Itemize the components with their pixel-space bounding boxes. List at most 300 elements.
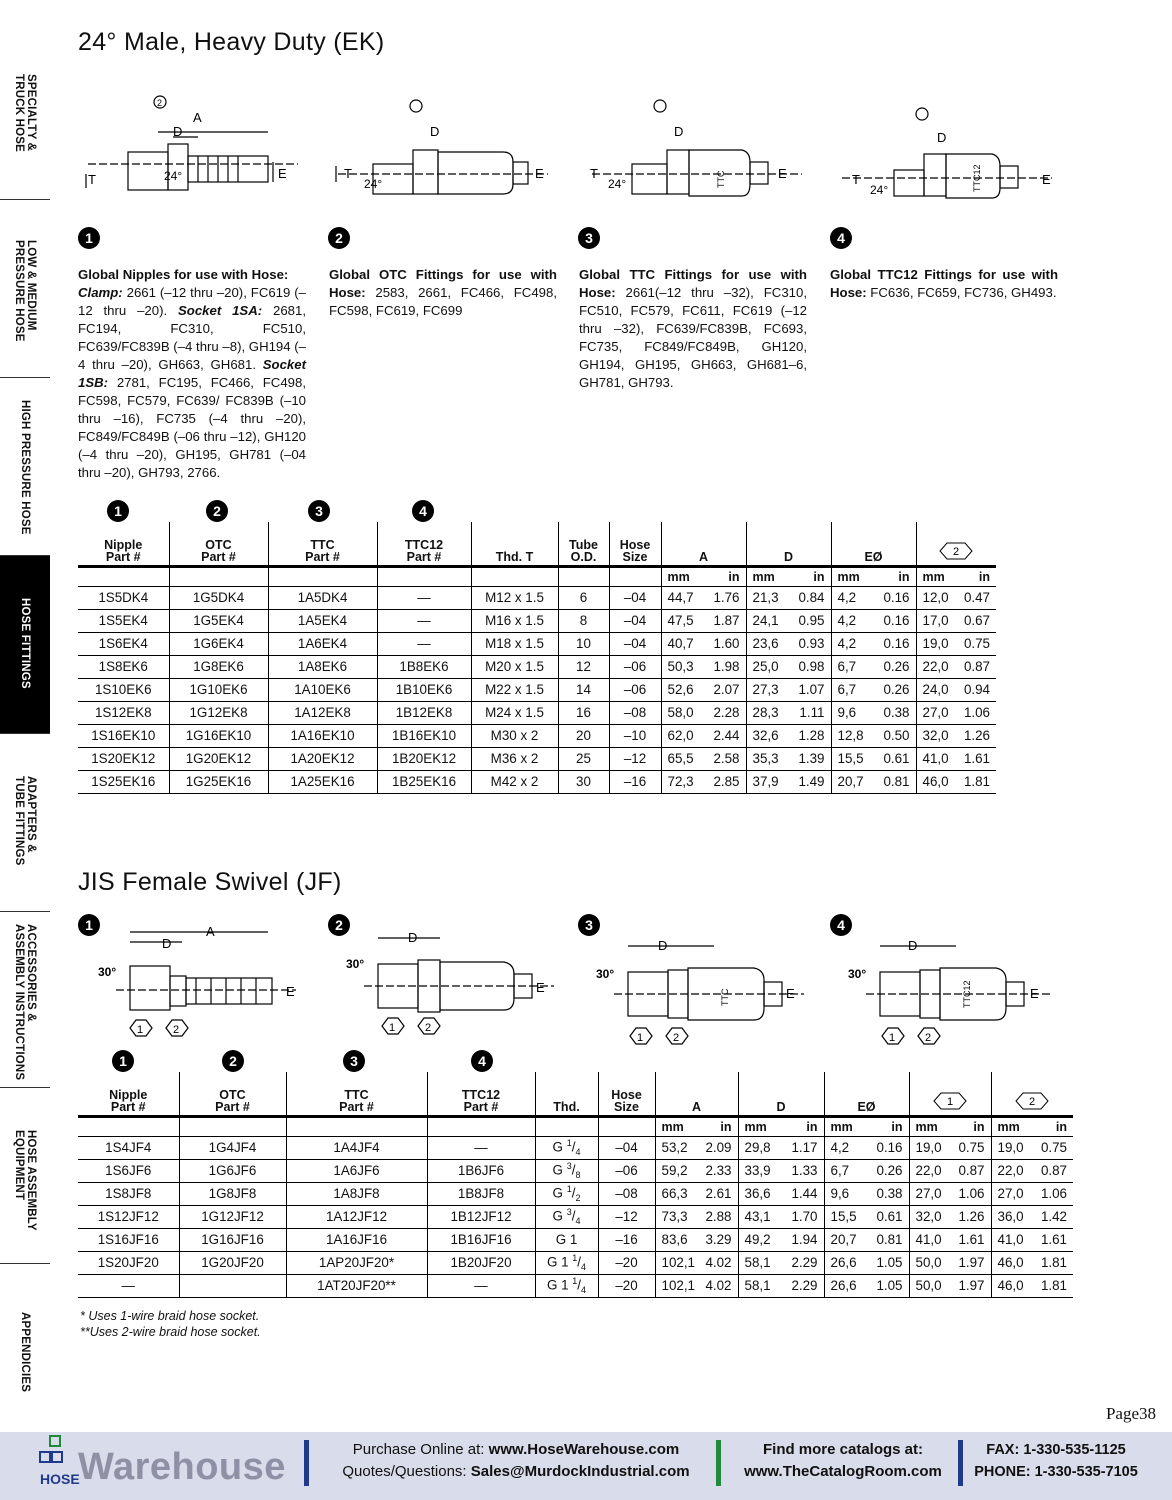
table-cell: 1B8EK6	[377, 655, 471, 678]
table-cell: M24 x 1.5	[471, 701, 558, 724]
table-cell: 1A16EK10	[268, 724, 377, 747]
logo-squares-icon	[38, 1434, 78, 1470]
table-cell: 1A8JF8	[286, 1182, 427, 1205]
table-cell: 12	[558, 655, 609, 678]
ek-desc-number-1: 1	[78, 227, 100, 249]
table-cell: –16	[598, 1228, 655, 1251]
table-cell: 27,0 1.06	[991, 1182, 1073, 1205]
ek-desc-ttc12	[830, 266, 1058, 302]
table-cell: 12,0 0.47	[916, 586, 996, 609]
table-cell: 10	[558, 632, 609, 655]
table-cell: –04	[598, 1136, 655, 1159]
table-cell: 27,3 1.07	[746, 678, 831, 701]
table-cell: M42 x 2	[471, 770, 558, 793]
sidebar-tab-hose-fittings[interactable]	[0, 556, 50, 734]
table-cell: 12,8 0.50	[831, 724, 916, 747]
ek-ttc-label: TTC	[716, 170, 726, 188]
jf-angle-label: 30°	[346, 957, 365, 971]
sidebar-tab-appendicies[interactable]	[0, 1264, 50, 1404]
table-cell: 1S12JF12	[78, 1205, 179, 1228]
desc-head: Global Nipples for use with Hose:	[78, 267, 289, 282]
table-cell: 1S6JF6	[78, 1159, 179, 1182]
table-cell: M18 x 1.5	[471, 632, 558, 655]
table-row	[78, 1159, 1073, 1182]
ek-angle-label: 24°	[164, 169, 183, 183]
table-cell: 59,2 2.33	[655, 1159, 738, 1182]
col-header: EØ	[824, 1072, 909, 1116]
sidebar-tab-label: APPENDICIES	[19, 1312, 31, 1393]
table-cell: 20,7 0.81	[831, 770, 916, 793]
table-cell: 1AT20JF20**	[286, 1274, 427, 1297]
col-header: TTC Part #	[286, 1072, 427, 1116]
ek-angle-label: 24°	[608, 177, 627, 191]
table-cell: 1G5EK4	[169, 609, 268, 632]
desc-socket-1sa: Socket 1SA:	[178, 303, 263, 318]
table-cell: G 1 $^1/_4$	[535, 1274, 598, 1297]
table-row	[78, 701, 996, 724]
jf-circ2-label: 2	[673, 1032, 680, 1044]
table-cell: 1B6JF6	[427, 1159, 535, 1182]
table-cell: 1G20EK12	[169, 747, 268, 770]
table-cell: M36 x 2	[471, 747, 558, 770]
desc-text: 2781, FC195, FC466, FC498, FC598, FC579, FC639/ FC839B (–10 thru –16), FC735 (–4 thru –20), FC849/FC849B (–06 thru –12), GH120 (–4 thru –20), GH195, GH781 (–04 thru –20), GH793, 2766.	[78, 375, 306, 480]
table-cell: 1B16JF16	[427, 1228, 535, 1251]
table-cell: 26,6 1.05	[824, 1274, 909, 1297]
fax-number: FAX: 1-330-535-1125	[986, 1442, 1126, 1458]
table-cell: 44,7 1.76	[661, 586, 746, 609]
table-cell: 1A4JF4	[286, 1136, 427, 1159]
desc-clamp: Clamp:	[78, 285, 123, 300]
jf-circ2-label: 2	[425, 1022, 432, 1034]
table-cell: 4,2 0.16	[831, 609, 916, 632]
table-row	[78, 1228, 1073, 1251]
table-cell: 58,0 2.28	[661, 701, 746, 724]
table-cell: 49,2 1.94	[738, 1228, 824, 1251]
hex-2-icon	[936, 541, 976, 561]
table-cell: 1G10EK6	[169, 678, 268, 701]
table-cell: –06	[598, 1159, 655, 1182]
sidebar-tab-low-medium[interactable]	[0, 200, 50, 378]
ek-col-number-2: 2	[206, 500, 228, 522]
col-header: A	[655, 1072, 738, 1116]
logo-small: HOSE	[40, 1471, 80, 1487]
table-cell: 1S8JF8	[78, 1182, 179, 1205]
ek-angle-label: 24°	[364, 177, 383, 191]
table-cell: 73,3 2.88	[655, 1205, 738, 1228]
table-cell: 6	[558, 586, 609, 609]
table-cell: –16	[609, 770, 661, 793]
table-cell: 66,3 2.61	[655, 1182, 738, 1205]
table-cell: 102,1 4.02	[655, 1274, 738, 1297]
sidebar-tab-label: LOW & MEDIUM PRESSURE HOSE	[13, 240, 37, 342]
jf-circ1-label: 1	[637, 1032, 644, 1044]
table-cell: 1G5DK4	[169, 586, 268, 609]
jf-e-label: E	[536, 980, 545, 995]
table-cell: 4,2 0.16	[831, 586, 916, 609]
table-cell: –04	[609, 586, 661, 609]
sidebar-tab-label: SPECIALTY & TRUCK HOSE	[13, 74, 37, 153]
col-header-hex	[991, 1072, 1073, 1116]
table-cell: 20	[558, 724, 609, 747]
table-row	[78, 586, 996, 609]
purchase-link[interactable]: www.HoseWarehouse.com	[488, 1441, 680, 1458]
table-cell: G 1	[535, 1228, 598, 1251]
table-cell: 6,7 0.26	[824, 1159, 909, 1182]
table-cell: 1S10EK6	[78, 678, 169, 701]
ek-col-number-1: 1	[107, 500, 129, 522]
table-cell: 50,0 1.97	[909, 1251, 991, 1274]
jf-circ1-label: 1	[889, 1032, 896, 1044]
table-cell: 102,1 4.02	[655, 1251, 738, 1274]
ek-desc-number-2: 2	[328, 227, 350, 249]
table-cell: 1G4JF4	[179, 1136, 286, 1159]
catalogs-link[interactable]: www.TheCatalogRoom.com	[744, 1463, 942, 1480]
table-cell: –08	[609, 701, 661, 724]
ek-t-label: T	[88, 172, 96, 187]
sidebar-tab-adapters[interactable]	[0, 734, 50, 912]
table-row	[78, 1136, 1073, 1159]
jf-a-label: A	[206, 924, 215, 939]
ek-ttc12-diagram	[832, 92, 1062, 212]
table-cell: 65,5 2.58	[661, 747, 746, 770]
divider-green	[716, 1440, 721, 1486]
logo-word: Warehouse	[78, 1446, 286, 1488]
table-cell: 1S20JF20	[78, 1251, 179, 1274]
table-cell: 36,0 1.42	[991, 1205, 1073, 1228]
table-cell: 25	[558, 747, 609, 770]
table-cell: 35,3 1.39	[746, 747, 831, 770]
table-cell: 1S25EK16	[78, 770, 169, 793]
col-header: OTC Part #	[179, 1072, 286, 1116]
jf-angle-label: 30°	[98, 965, 117, 979]
table-cell: 28,3 1.11	[746, 701, 831, 724]
ek-desc-number-4: 4	[830, 227, 852, 249]
col-header: Tube O.D.	[558, 522, 609, 566]
divider-blue-2	[958, 1440, 963, 1486]
jf-circ1-label: 1	[137, 1024, 144, 1036]
col-header: Nipple Part #	[104, 537, 143, 564]
jf-col-number-1: 1	[112, 1050, 134, 1072]
table-cell: —	[427, 1136, 535, 1159]
ek-otc-diagram	[328, 92, 558, 212]
table-cell: 16	[558, 701, 609, 724]
table-cell: 72,3 2.85	[661, 770, 746, 793]
ek-e-label: E	[278, 166, 287, 181]
table-cell: 19,0 0.75	[991, 1136, 1073, 1159]
col-header: TTC12 Part #	[427, 1072, 535, 1116]
jf-otc-diagram	[344, 926, 564, 1046]
table-cell: 1B20EK12	[377, 747, 471, 770]
ek-ttc12-label: TTC12	[972, 164, 982, 192]
table-cell: 1S5EK4	[78, 609, 169, 632]
table-cell: 15,5 0.61	[831, 747, 916, 770]
table-cell: 1A16JF16	[286, 1228, 427, 1251]
table-cell: 1B25EK16	[377, 770, 471, 793]
sidebar-tab-specialty[interactable]	[0, 60, 50, 200]
table-cell: –04	[609, 609, 661, 632]
table-cell: 17,0 0.67	[916, 609, 996, 632]
table-cell: M22 x 1.5	[471, 678, 558, 701]
table-cell: 1A5EK4	[268, 609, 377, 632]
table-cell: M16 x 1.5	[471, 609, 558, 632]
table-cell: 1B16EK10	[377, 724, 471, 747]
table-row	[78, 1251, 1073, 1274]
table-cell: 1S12EK8	[78, 701, 169, 724]
ek-desc-number-3: 3	[578, 227, 600, 249]
table-cell: 41,0 1.61	[909, 1228, 991, 1251]
section-title-jf: JIS Female Swivel (JF)	[78, 868, 342, 896]
jf-col-number-2: 2	[222, 1050, 244, 1072]
table-cell: 4,2 0.16	[824, 1136, 909, 1159]
ek-a-label: A	[193, 110, 202, 125]
table-cell: 9,6 0.38	[831, 701, 916, 724]
footnote-2: **Uses 2-wire braid hose socket.	[80, 1325, 261, 1339]
jf-ttc-label: TTC	[720, 988, 730, 1006]
table-cell: 1G8EK6	[169, 655, 268, 678]
jf-diagram-number-4: 4	[830, 914, 852, 936]
table-cell: 4,2 0.16	[831, 632, 916, 655]
table-cell: –06	[609, 655, 661, 678]
col-header: TTC Part #	[268, 522, 377, 566]
table-cell: 53,2 2.09	[655, 1136, 738, 1159]
jf-circ2-label: 2	[173, 1024, 180, 1036]
table-cell: 6,7 0.26	[831, 655, 916, 678]
table-cell: 46,0 1.81	[916, 770, 996, 793]
table-cell: 41,0 1.61	[991, 1228, 1073, 1251]
col-header: Thd. T	[471, 522, 558, 566]
table-cell: 43,1 1.70	[738, 1205, 824, 1228]
table-cell: 1A5DK4	[268, 586, 377, 609]
page-number: Page38	[1105, 1404, 1156, 1423]
col-header-hex	[909, 1072, 991, 1116]
table-cell: –12	[598, 1205, 655, 1228]
ek-e-label: E	[778, 166, 787, 181]
jf-d-label: D	[408, 930, 418, 945]
col-header: Hose Size	[609, 522, 661, 566]
table-cell: 20,7 0.81	[824, 1228, 909, 1251]
table-cell: 15,5 0.61	[824, 1205, 909, 1228]
table-cell: 50,3 1.98	[661, 655, 746, 678]
table-cell: —	[427, 1274, 535, 1297]
table-cell: 22,0 0.87	[909, 1159, 991, 1182]
table-cell: 9,6 0.38	[824, 1182, 909, 1205]
ek-d-label: D	[430, 124, 440, 139]
table-row	[78, 724, 996, 747]
ek-angle-label: 24°	[870, 183, 889, 197]
table-cell: 1A25EK16	[268, 770, 377, 793]
table-cell: 1G6JF6	[179, 1159, 286, 1182]
table-cell: 1S5DK4	[78, 586, 169, 609]
table-cell: 1A6EK4	[268, 632, 377, 655]
table-cell: 1A12EK8	[268, 701, 377, 724]
quotes-email-link[interactable]: Sales@MurdockIndustrial.com	[470, 1463, 690, 1480]
hose-warehouse-logo[interactable]	[38, 1434, 286, 1488]
table-cell: 40,7 1.60	[661, 632, 746, 655]
table-row	[78, 1274, 1073, 1297]
table-cell: 1S16JF16	[78, 1228, 179, 1251]
jf-col-number-4: 4	[471, 1050, 493, 1072]
desc-text: 2661 (–12 thru –20), FC619 (–12 thru –20).	[78, 285, 306, 318]
table-cell: 37,9 1.49	[746, 770, 831, 793]
table-cell: –10	[609, 724, 661, 747]
table-cell: –08	[598, 1182, 655, 1205]
sidebar-tab-assembly-equipment[interactable]	[0, 1088, 50, 1264]
jf-ttc12-label: TTC12	[962, 980, 972, 1008]
table-cell: 23,6 0.93	[746, 632, 831, 655]
jf-ttc-diagram	[594, 934, 814, 1050]
desc-text: 2661(–12 thru –32), FC310, FC510, FC579, FC611, FC619 (–12 thru –32), FC639/FC839B, FC693, FC735, FC849/FC849B, GH120, GH194, GH195, GH663, GH681–6, GH781, GH793.	[579, 285, 807, 390]
col-header: A	[661, 522, 746, 566]
table-cell: 1B8JF8	[427, 1182, 535, 1205]
ek-circ-label: 2	[157, 98, 163, 108]
hex-2-icon	[1012, 1091, 1052, 1111]
table-row	[78, 632, 996, 655]
hex-1-icon	[930, 1091, 970, 1111]
col-header: OTC Part #	[169, 522, 268, 566]
table-row	[78, 1205, 1073, 1228]
ek-nipple-diagram	[78, 92, 308, 212]
table-cell: 30	[558, 770, 609, 793]
desc-text: FC636, FC659, FC736, GH493.	[866, 285, 1057, 300]
sidebar-tab-label: ACCESSORIES & ASSEMBLY INSTRUCTIONS	[13, 924, 37, 1081]
ek-ttc-diagram	[582, 92, 812, 212]
table-cell: 1G16JF16	[179, 1228, 286, 1251]
sidebar-tab-label: HIGH PRESSURE HOSE	[19, 400, 31, 535]
table-cell: 1G8JF8	[179, 1182, 286, 1205]
sidebar-tab-accessories[interactable]	[0, 912, 50, 1088]
table-cell: –04	[609, 632, 661, 655]
ek-col-number-4: 4	[412, 500, 434, 522]
jf-circ2-label: 2	[925, 1032, 932, 1044]
table-cell: 1A8EK6	[268, 655, 377, 678]
sidebar-tab-label: ADAPTERS & TUBE FITTINGS	[13, 776, 37, 866]
jf-circ1-label: 1	[389, 1022, 396, 1034]
jf-angle-label: 30°	[848, 967, 867, 981]
table-cell: 33,9 1.33	[738, 1159, 824, 1182]
jf-ttc12-diagram	[846, 934, 1056, 1050]
sidebar-tab-high-pressure[interactable]	[0, 378, 50, 556]
ek-d-label: D	[937, 130, 947, 145]
table-cell: 32,6 1.28	[746, 724, 831, 747]
col-header: Nipple Part #	[109, 1087, 148, 1114]
ek-e-label: E	[535, 166, 544, 181]
table-cell: G $^3/_4$	[535, 1205, 598, 1228]
jf-col-number-3: 3	[343, 1050, 365, 1072]
table-cell: –20	[598, 1251, 655, 1274]
table-cell: 50,0 1.97	[909, 1274, 991, 1297]
table-cell: 32,0 1.26	[916, 724, 996, 747]
table-cell: 1AP20JF20*	[286, 1251, 427, 1274]
table-cell: 1B12EK8	[377, 701, 471, 724]
table-cell: 25,0 0.98	[746, 655, 831, 678]
table-cell: —	[377, 586, 471, 609]
table-cell: 1S20EK12	[78, 747, 169, 770]
table-cell: —	[377, 632, 471, 655]
table-cell: G $^1/_4$	[535, 1136, 598, 1159]
ek-d-label: D	[173, 124, 183, 139]
table-cell: 1B10EK6	[377, 678, 471, 701]
table-cell: 1G6EK4	[169, 632, 268, 655]
table-cell: 58,1 2.29	[738, 1251, 824, 1274]
table-cell: –06	[609, 678, 661, 701]
table-cell: 1S16EK10	[78, 724, 169, 747]
table-cell: –12	[609, 747, 661, 770]
jf-e-label: E	[786, 986, 795, 1001]
ek-d-label: D	[674, 124, 684, 139]
table-cell: M30 x 2	[471, 724, 558, 747]
footnote-1: * Uses 1-wire braid hose socket.	[80, 1309, 260, 1323]
table-cell: 1G12EK8	[169, 701, 268, 724]
jf-diagram-number-2: 2	[328, 914, 350, 936]
sidebar-tab-label: HOSE ASSEMBLY EQUIPMENT	[13, 1130, 37, 1231]
table-cell: 62,0 2.44	[661, 724, 746, 747]
table-cell: 83,6 3.29	[655, 1228, 738, 1251]
ek-desc-ttc	[579, 266, 807, 392]
col-header: EØ	[831, 522, 916, 566]
ek-desc-nipples	[78, 266, 306, 482]
table-cell: G $^1/_2$	[535, 1182, 598, 1205]
table-cell: 46,0 1.81	[991, 1251, 1073, 1274]
table-cell: 1S8EK6	[78, 655, 169, 678]
table-cell: 8	[558, 609, 609, 632]
jf-d-label: D	[908, 938, 918, 953]
table-cell: 26,6 1.05	[824, 1251, 909, 1274]
table-cell: 21,3 0.84	[746, 586, 831, 609]
table-cell: 6,7 0.26	[831, 678, 916, 701]
phone-number: PHONE: 1-330-535-7105	[974, 1464, 1138, 1480]
table-cell: 1A12JF12	[286, 1205, 427, 1228]
jf-d-label: D	[658, 938, 668, 953]
table-row	[78, 770, 996, 793]
table-cell: G 1 $^1/_4$	[535, 1251, 598, 1274]
footer-purchase: Purchase Online at: www.HoseWarehouse.com Quotes/Questions: Sales@MurdockIndustrial.com	[342, 1441, 690, 1480]
ek-t-label: T	[852, 172, 860, 187]
table-cell: 41,0 1.61	[916, 747, 996, 770]
table-cell: M12 x 1.5	[471, 586, 558, 609]
table-cell: —	[78, 1274, 179, 1297]
desc-socket-1sb: Socket 1SB:	[78, 357, 306, 390]
table-cell: 14	[558, 678, 609, 701]
jf-diagram-number-1: 1	[78, 914, 100, 936]
table-cell: –20	[598, 1274, 655, 1297]
table-cell	[179, 1274, 286, 1297]
jf-angle-label: 30°	[596, 967, 615, 981]
table-cell: 24,1 0.95	[746, 609, 831, 632]
col-header: TTC12 Part #	[377, 522, 471, 566]
ek-t-label: T	[344, 166, 352, 181]
ek-table: Nipple Part # OTC Part # TTC Part # TTC12 Part # Thd. T Tube O.D. Hose Size A D EØ 2 mm in mm in mm in mm in 1S5DK4 1G5DK4 1A5DK4 — M12 x 1.5 6 –04 44,7 1.76 21,3 0.84 4,2 0.16 12,0 0.47 1S5EK4 1G5EK4 1A5EK4 — M16 x 1.5 8 –04 47,5 1.87 24,1 0.95 4,2 0.16 17,0 0.67 1S6EK4 1G6EK4 1A6EK4 — M18 x 1.5 10 –04 40,7 1.60 23,6 0.93 4,2 0.16 19,0 0.75 1S8EK6 1G8EK6 1A8EK6 1B8EK6 M20 x 1.5 12 –06 50,3 1.98 25,0 0.98 6,7 0.26 22,0 0.87 1S10EK6 1G10EK6 1A10EK6 1B10EK6 M22 x 1.5 14 –06 52,6 2.07 27,3 1.07 6,7 0.26 24,0 0.94 1S12EK8 1G12EK8 1A12EK8 1B12EK8 M24 x 1.5 16 –08 58,0 2.28 28,3 1.11 9,6 0.38 27,0 1.06 1S16EK10 1G16EK10 1A16EK10 1B16EK10 M30 x 2 20 –10 62,0 2.44 32,6 1.28 12,8 0.50 32,0 1.26 1S20EK12 1G20EK12 1A20EK12 1B20EK12 M36 x 2 25 –12 65,5 2.58 35,3 1.39 15,5 0.61 41,0 1.61 1S25EK16 1G25EK16 1A25EK16 1B25EK16 M42 x 2 30 –16 72,3 2.85 37,9 1.49 20,7 0.81 46,0 1.81	[78, 522, 996, 794]
col-header: Thd.	[535, 1072, 598, 1116]
ek-desc-otc	[329, 266, 557, 320]
table-cell: 19,0 0.75	[909, 1136, 991, 1159]
ek-col-number-3: 3	[308, 500, 330, 522]
desc-head: Global TTC12 Fittings for use with Hose:	[830, 267, 1058, 300]
table-cell: 27,0 1.06	[916, 701, 996, 724]
ek-e-label: E	[1042, 172, 1051, 187]
table-cell: 46,0 1.81	[991, 1274, 1073, 1297]
table-cell: 32,0 1.26	[909, 1205, 991, 1228]
col-header: D	[738, 1072, 824, 1116]
footer-bar	[0, 1432, 1172, 1500]
svg-text:1: 1	[947, 1095, 954, 1108]
table-cell: 22,0 0.87	[991, 1159, 1073, 1182]
table-cell: 1G25EK16	[169, 770, 268, 793]
table-cell: 27,0 1.06	[909, 1182, 991, 1205]
table-row	[78, 747, 996, 770]
table-row	[78, 655, 996, 678]
desc-head: Global OTC Fittings for use with Hose:	[329, 267, 557, 300]
ek-t-label: T	[590, 166, 598, 181]
